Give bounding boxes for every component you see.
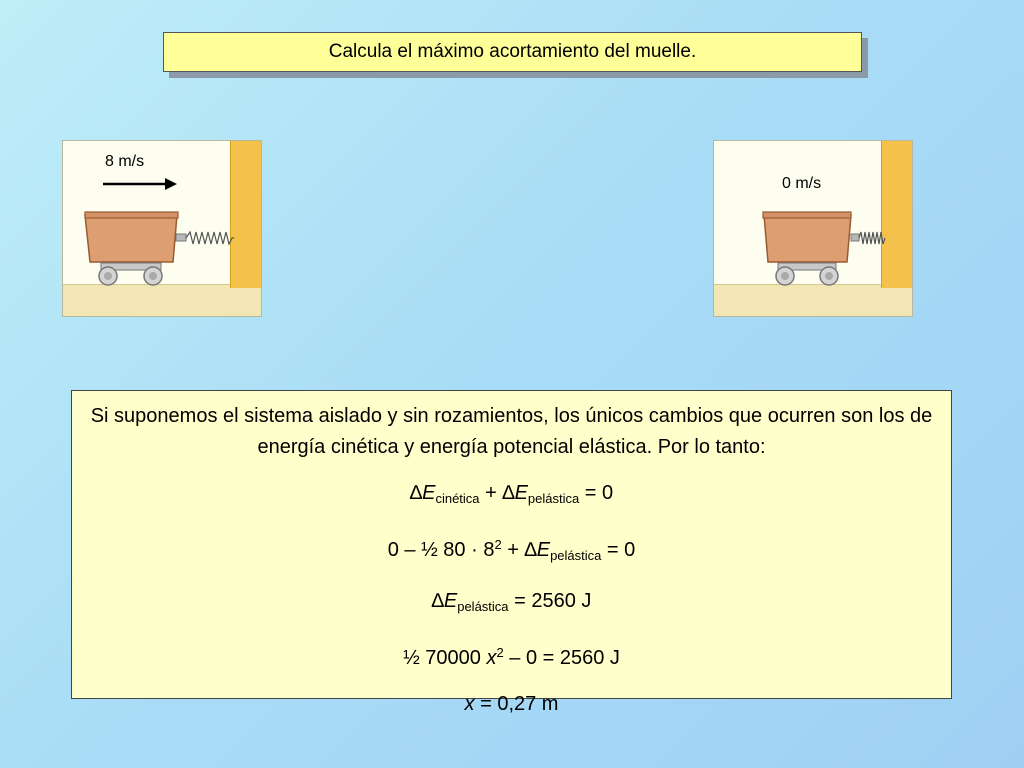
equation-substitution: 0 – ½ $80 \cdot 8^2 + \Delta E_{pelástica} = 0$ [387,537,636,563]
scene-initial [62,140,262,317]
problem-title-text: Calcula el máximo acortamiento del muelle. [328,41,697,62]
initial-speed-label: 8 m/s [105,153,145,170]
problem-title [163,32,862,72]
solution-intro: Si suponemos el sistema aislado y sin rozamientos, los únicos cambios que ocurren son los de energía cinética y energía potencial elástica. Por lo tanto: [90,405,933,458]
mine-cart-icon [714,141,913,317]
final-speed-label: 0 m/s [782,175,822,192]
equation-energy-balance: $\Delta E_{cinética} + \Delta E_{pelástica} = 0$ [409,482,614,506]
spring-icon [851,232,885,244]
scene-final [713,140,913,317]
mine-cart-icon [63,141,262,317]
equation-spring: ½ 70000 $x^2 - 0 = 2560$ J [403,645,620,669]
spring-icon [176,232,234,244]
solution-box [71,390,952,715]
equation-elastic-energy: $\Delta E_{pelástica} = 2560$ J [431,590,592,614]
equation-result: x = 0,27 m [464,693,559,715]
